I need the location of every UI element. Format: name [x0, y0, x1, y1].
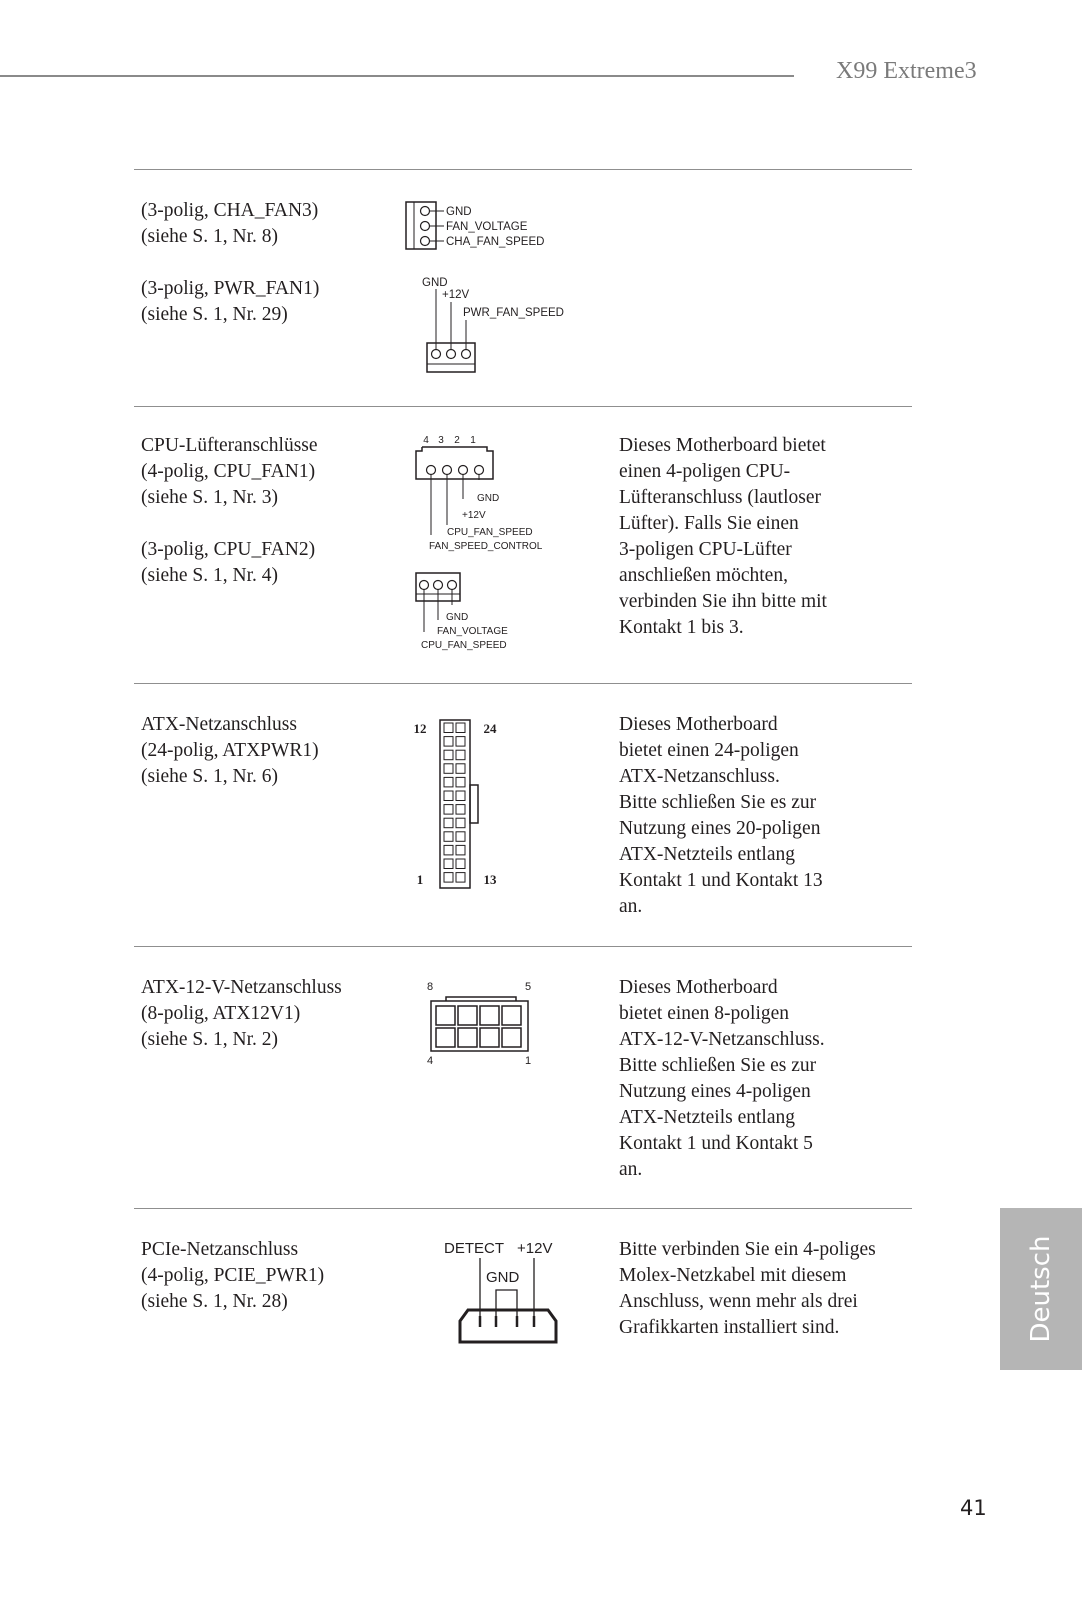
- table-rule: [134, 946, 912, 947]
- text-line: ATX-12-V-Netzanschluss.: [619, 1029, 825, 1050]
- pin: [502, 1006, 521, 1025]
- atx-power-explanation: [619, 712, 823, 920]
- table-rule: [134, 406, 912, 407]
- table-rule: [134, 683, 912, 684]
- text-line: (4-polig, CPU_FAN1): [141, 461, 316, 482]
- text-line: Kontakt 1 und Kontakt 5: [619, 1133, 813, 1154]
- pin: [456, 723, 465, 733]
- pin: [444, 818, 453, 828]
- text-line: (siehe S. 1, Nr. 4): [141, 565, 279, 586]
- atx-24pin-diagram: [400, 712, 600, 892]
- pin-number: 5: [524, 981, 532, 993]
- pin-number: 3: [438, 435, 444, 446]
- text-line: 3-poligen CPU-Lüfter: [619, 539, 792, 560]
- text-line: Nutzung eines 4-poligen: [619, 1081, 811, 1102]
- pin: [456, 737, 465, 747]
- pin-number: 4: [426, 1055, 434, 1067]
- text-line: bietet einen 8-poligen: [619, 1003, 790, 1024]
- text-line: Lüfteranschluss (lautloser: [619, 487, 821, 508]
- page-number: 41: [960, 1496, 987, 1520]
- text-line: (3-polig, PWR_FAN1): [141, 278, 320, 299]
- pin: [436, 1006, 455, 1025]
- cha-pwr-fan-diagram: [400, 195, 600, 385]
- pin: [444, 777, 453, 787]
- pin-number: 13: [483, 872, 497, 887]
- pin: [456, 818, 465, 828]
- pin: [444, 750, 453, 760]
- cpu-fan-explanation: [619, 433, 827, 641]
- text-line: verbinden Sie ihn bitte mit: [619, 591, 827, 612]
- pin-number: 1: [470, 435, 476, 446]
- text-line: (siehe S. 1, Nr. 28): [141, 1291, 288, 1312]
- atx-latch: [470, 785, 478, 823]
- pin-number: 8: [426, 981, 434, 993]
- pin: [444, 791, 453, 801]
- pin: [462, 350, 471, 359]
- text-line: anschließen möchten,: [619, 565, 788, 586]
- pin: [420, 581, 429, 590]
- text-line: (3-polig, CPU_FAN2): [141, 539, 316, 560]
- text-line: Dieses Motherboard: [619, 714, 778, 735]
- pin: [421, 222, 430, 231]
- text-line: Kontakt 1 und Kontakt 13: [619, 870, 823, 891]
- pin-number: 1: [524, 1055, 532, 1067]
- pin: [443, 466, 452, 475]
- pin-label-fan-voltage: FAN_VOLTAGE: [446, 221, 528, 233]
- text-line: (8-polig, ATX12V1): [141, 1003, 301, 1024]
- pin: [456, 764, 465, 774]
- pin: [456, 791, 465, 801]
- pin: [480, 1006, 499, 1025]
- pin-label-cpu-fan-speed: CPU_FAN_SPEED: [447, 527, 533, 538]
- pin-label-gnd: GND: [477, 493, 500, 504]
- text-line: ATX-12-V-Netzanschluss: [141, 977, 342, 998]
- pin-label-gnd: GND: [422, 277, 448, 289]
- text-line: Bitte schließen Sie es zur: [619, 1055, 817, 1076]
- pin-label-12v: +12V: [442, 289, 470, 301]
- pcie-pin-row: [480, 1316, 534, 1327]
- pin-label-12v: +12V: [462, 510, 486, 521]
- pin: [444, 805, 453, 815]
- text-line: ATX-Netzanschluss.: [619, 766, 780, 787]
- atx-pin-grid: [444, 723, 465, 882]
- pin: [434, 581, 443, 590]
- pin-number: 12: [413, 721, 427, 736]
- pin-number: 24: [483, 721, 497, 736]
- pin: [427, 466, 436, 475]
- pin-label-pwr-fan-speed: PWR_FAN_SPEED: [463, 307, 564, 319]
- text-line: Anschluss, wenn mehr als drei: [619, 1291, 858, 1312]
- text-line: ATX-Netzteils entlang: [619, 1107, 795, 1128]
- pin: [459, 466, 468, 475]
- pin-label-detect: DETECT: [444, 1240, 504, 1257]
- pin: [421, 237, 430, 246]
- text-line: Dieses Motherboard: [619, 977, 778, 998]
- pin: [421, 207, 430, 216]
- atx12v-explanation: [619, 975, 825, 1183]
- pin-label-12v: +12V: [517, 1240, 553, 1257]
- pin: [444, 737, 453, 747]
- pcie-molex-diagram: [430, 1232, 580, 1357]
- text-line: (3-polig, CHA_FAN3): [141, 200, 319, 221]
- pin: [456, 777, 465, 787]
- pin: [480, 1028, 499, 1047]
- pin: [448, 581, 457, 590]
- pin: [444, 832, 453, 842]
- pin-label-fan-voltage: FAN_VOLTAGE: [437, 626, 508, 637]
- pin: [458, 1028, 477, 1047]
- header-rule: [0, 75, 794, 77]
- pin-label-gnd: GND: [446, 612, 469, 623]
- pin: [436, 1028, 455, 1047]
- atx12v-8pin-diagram: [400, 975, 600, 1070]
- text-line: ATX-Netzanschluss: [141, 714, 297, 735]
- pin: [447, 350, 456, 359]
- pcie-power-description: [141, 1237, 324, 1315]
- table-rule: [134, 1208, 912, 1209]
- pin: [456, 873, 465, 883]
- text-line: (4-polig, PCIE_PWR1): [141, 1265, 325, 1286]
- pin-label-fan-speed-control: FAN_SPEED_CONTROL: [429, 541, 543, 552]
- text-line: an.: [619, 896, 643, 917]
- text-line: Lüfter). Falls Sie einen: [619, 513, 799, 534]
- text-line: an.: [619, 1159, 643, 1180]
- pin: [432, 350, 441, 359]
- atx12v-pin-grid: [436, 1006, 521, 1047]
- pcie-connector-outline: [460, 1310, 556, 1342]
- pin: [456, 832, 465, 842]
- pin: [458, 1006, 477, 1025]
- pin-number: 4: [423, 435, 429, 446]
- atx-power-description: [141, 712, 319, 790]
- pin: [475, 466, 484, 475]
- pin: [456, 805, 465, 815]
- text-line: (siehe S. 1, Nr. 8): [141, 226, 279, 247]
- pin-label-gnd: GND: [486, 1269, 520, 1286]
- text-line: ATX-Netzteils entlang: [619, 844, 795, 865]
- pin-number: 1: [416, 872, 424, 887]
- pin: [456, 750, 465, 760]
- text-line: Grafikkarten installiert sind.: [619, 1317, 840, 1338]
- text-line: (siehe S. 1, Nr. 3): [141, 487, 279, 508]
- pin-label-cpu-fan-speed: CPU_FAN_SPEED: [421, 640, 507, 651]
- pin-label-gnd: GND: [446, 206, 472, 218]
- pin: [444, 764, 453, 774]
- cpu-fan-diagram: [400, 425, 600, 665]
- pcie-power-explanation: [619, 1237, 876, 1341]
- text-line: (siehe S. 1, Nr. 6): [141, 766, 279, 787]
- language-side-tab: [1000, 1208, 1082, 1370]
- text-line: CPU-Lüfteranschlüsse: [141, 435, 318, 456]
- text-line: einen 4-poligen CPU-: [619, 461, 791, 482]
- table-rule: [134, 169, 912, 170]
- text-line: Bitte schließen Sie es zur: [619, 792, 817, 813]
- pin: [444, 723, 453, 733]
- text-line: Nutzung eines 20-poligen: [619, 818, 821, 839]
- text-line: Dieses Motherboard bietet: [619, 435, 826, 456]
- text-line: (siehe S. 1, Nr. 29): [141, 304, 288, 325]
- pin: [444, 845, 453, 855]
- text-line: Molex-Netzkabel mit diesem: [619, 1265, 847, 1286]
- cha-fan-description: [141, 198, 319, 328]
- text-line: Kontakt 1 bis 3.: [619, 617, 744, 638]
- pin: [444, 859, 453, 869]
- text-line: PCIe-Netzanschluss: [141, 1239, 299, 1260]
- pin: [456, 859, 465, 869]
- page-header-title: X99 Extreme3: [836, 58, 977, 84]
- atx12v-description: [141, 975, 342, 1053]
- text-line: Bitte verbinden Sie ein 4-poliges: [619, 1239, 876, 1260]
- language-tab-label: Deutsch: [1026, 1235, 1056, 1343]
- pin: [456, 845, 465, 855]
- pin-number: 2: [454, 435, 460, 446]
- pin: [502, 1028, 521, 1047]
- text-line: (24-polig, ATXPWR1): [141, 740, 319, 761]
- pin-label-cha-fan-speed: CHA_FAN_SPEED: [446, 236, 545, 248]
- text-line: bietet einen 24-poligen: [619, 740, 799, 761]
- gnd-bracket: [496, 1290, 517, 1316]
- cpu-fan-description: [141, 433, 318, 589]
- pin: [444, 873, 453, 883]
- text-line: (siehe S. 1, Nr. 2): [141, 1029, 279, 1050]
